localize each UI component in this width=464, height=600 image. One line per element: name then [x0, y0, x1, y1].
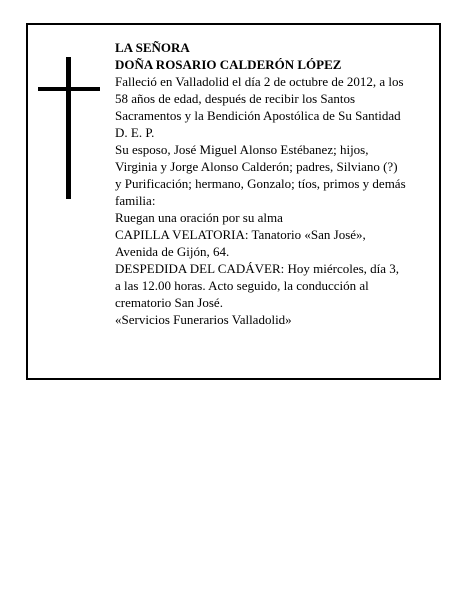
obituary-notice	[26, 23, 441, 380]
notice-title: LA SEÑORA	[115, 40, 190, 55]
wake-location: CAPILLA VELATORIA: Tanatorio «San José», Avenida de Gijón, 64.	[115, 227, 366, 259]
passing-details: Falleció en Valladolid el día 2 de octubre de 2012, a los 58 años de edad, después de recibir los Santos Sacramentos y la Bendición Apostólica de Su Santidad	[115, 74, 404, 123]
notice-body	[115, 39, 435, 328]
funeral-home: «Servicios Funerarios Valladolid»	[115, 312, 292, 327]
family-list: Su esposo, José Miguel Alonso Estébanez; hijos, Virginia y Jorge Alonso Calderón; padres, Silviano (?) y Purificación; hermano, Gonzalo; tíos, primos y demás familia:	[115, 142, 406, 208]
cross-icon	[38, 57, 100, 199]
cross-horizontal-bar	[38, 87, 100, 91]
deceased-name: DOÑA ROSARIO CALDERÓN LÓPEZ	[115, 57, 342, 72]
cross-vertical-bar	[66, 57, 71, 199]
rest-in-peace: D. E. P.	[115, 125, 155, 140]
prayer-request: Ruegan una oración por su alma	[115, 210, 283, 225]
farewell-details: DESPEDIDA DEL CADÁVER: Hoy miércoles, día 3, a las 12.00 horas. Acto seguido, la conducción al crematorio San José.	[115, 261, 400, 310]
